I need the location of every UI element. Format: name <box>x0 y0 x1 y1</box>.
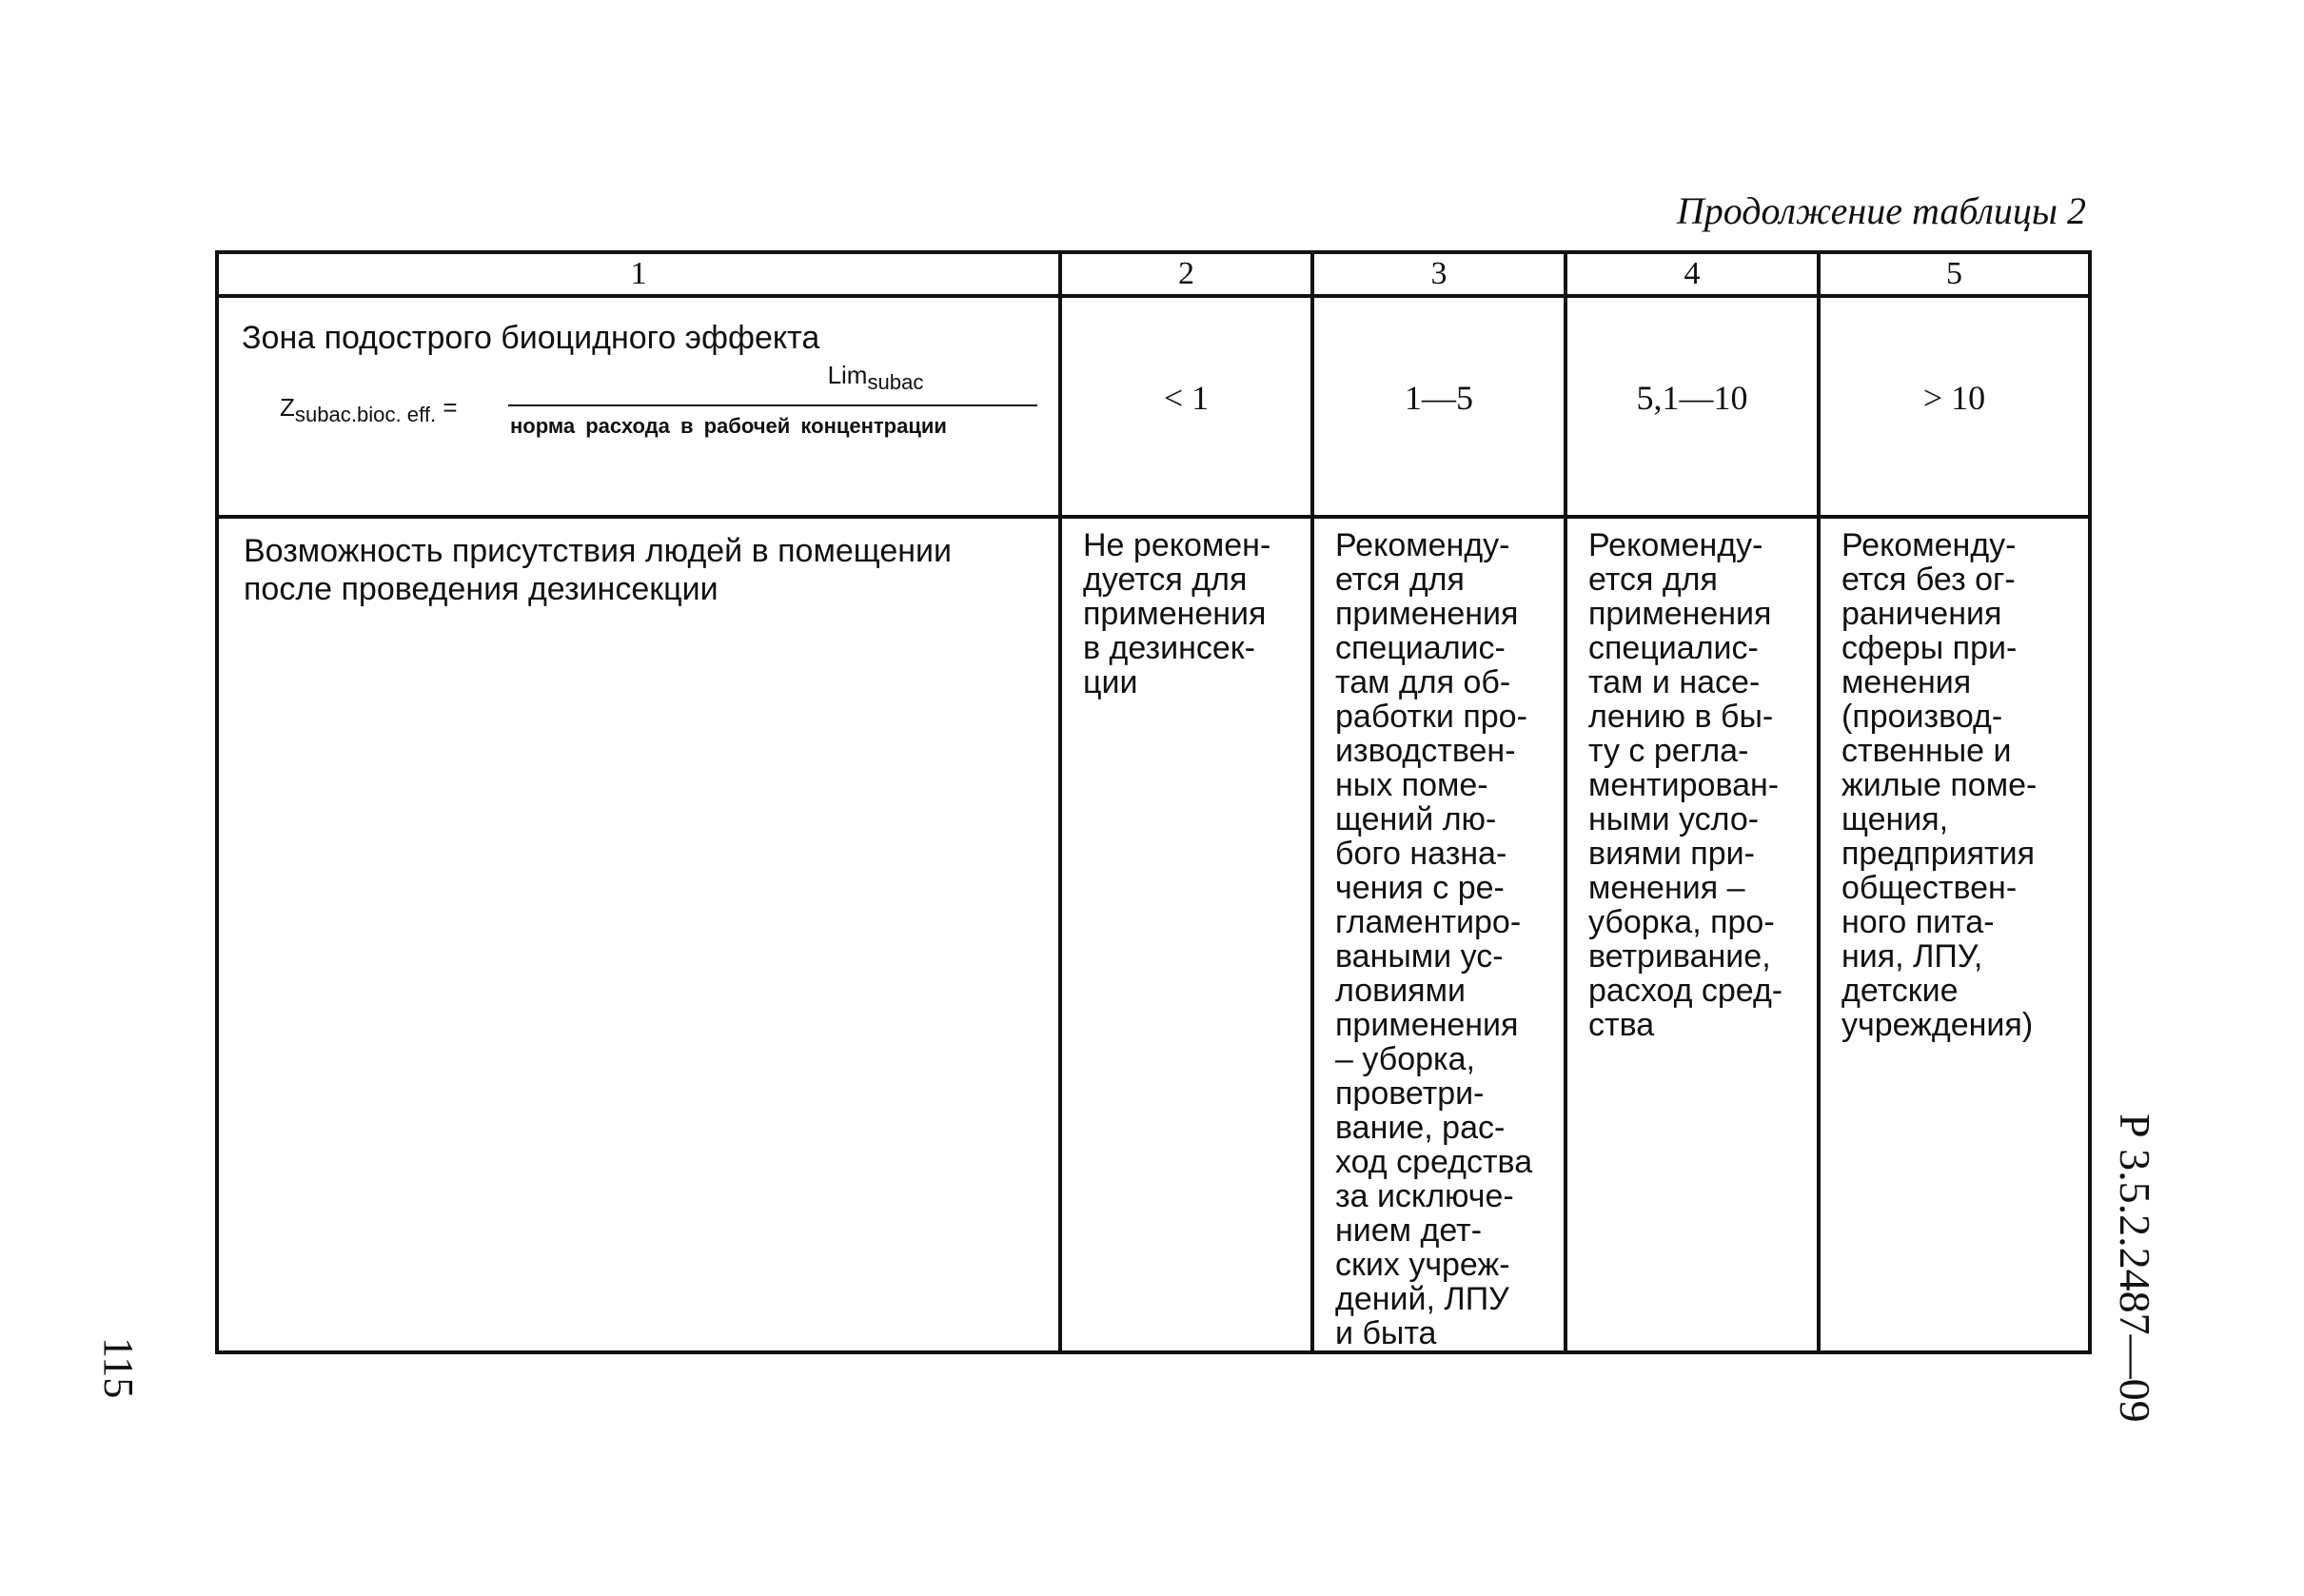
table-cell: > 10 <box>1819 296 2090 517</box>
row-title: Зона подострого биоцидного эффекта <box>242 320 820 356</box>
row-title: Возможность присутствия людей в помещении после проведения дезинсекции <box>244 533 952 607</box>
column-header-row <box>217 252 2090 296</box>
cell-text: Не рекомен- дуется для применения в дезинсек- ции <box>1083 527 1271 700</box>
table-cell <box>1819 517 2090 1352</box>
table-cell <box>1566 517 1819 1352</box>
formula-lhs: $Z_{subac.bioc. eff.}$ = <box>280 393 458 427</box>
table-row-subacute-zone <box>217 296 2090 517</box>
column-header: 3 <box>1312 252 1566 296</box>
column-header: 1 <box>217 252 1060 296</box>
table-row-human-presence <box>217 517 2090 1352</box>
column-header: 4 <box>1566 252 1819 296</box>
formula-denominator: норма расхода в рабочей концентрации <box>510 414 947 438</box>
cell-text: Рекоменду- ется для применения специалис- там для об- работки про- изводствен- ных поме- щений лю- бого назна- чения с ре- гламентиро- ваными ус- ловиями применения – уборка, проветри- вание, рас- ход средства за исключе- нием дет- ских учреж- дений, ЛПУ и быта <box>1335 527 1533 1351</box>
table-cell: 1—5 <box>1312 296 1566 517</box>
formula <box>219 357 1058 462</box>
row-label-cell <box>217 517 1060 1352</box>
column-header: 2 <box>1060 252 1312 296</box>
formula-numerator: Lim$_{subac}$ <box>827 361 924 395</box>
cell-text: Рекоменду- ется для применения специалис- там и насе- лению в бы- ту с регла- ментирован- ными усло- виями при- менения – уборка, про- ветривание, расход сред- ства <box>1588 527 1783 1043</box>
table-cell: < 1 <box>1060 296 1312 517</box>
column-header: 5 <box>1819 252 2090 296</box>
criteria-table <box>215 250 2092 1354</box>
cell-text: Рекоменду- ется без ог- раничения сферы при- менения (производ- ственные и жилые поме- щения, предприятия обществен- ного пита- ния, ЛПУ, детские учреждения) <box>1841 527 2038 1043</box>
table-cell <box>1312 517 1566 1352</box>
row-label-cell <box>217 296 1060 517</box>
table-continuation-caption: Продолжение таблицы 2 <box>1676 189 2086 232</box>
table-cell: 5,1—10 <box>1566 296 1819 517</box>
table-cell <box>1060 517 1312 1352</box>
fraction-bar <box>508 404 1037 406</box>
page-number: 115 <box>95 1337 142 1399</box>
document-code: Р 3.5.2.2487—09 <box>2111 1113 2159 1423</box>
